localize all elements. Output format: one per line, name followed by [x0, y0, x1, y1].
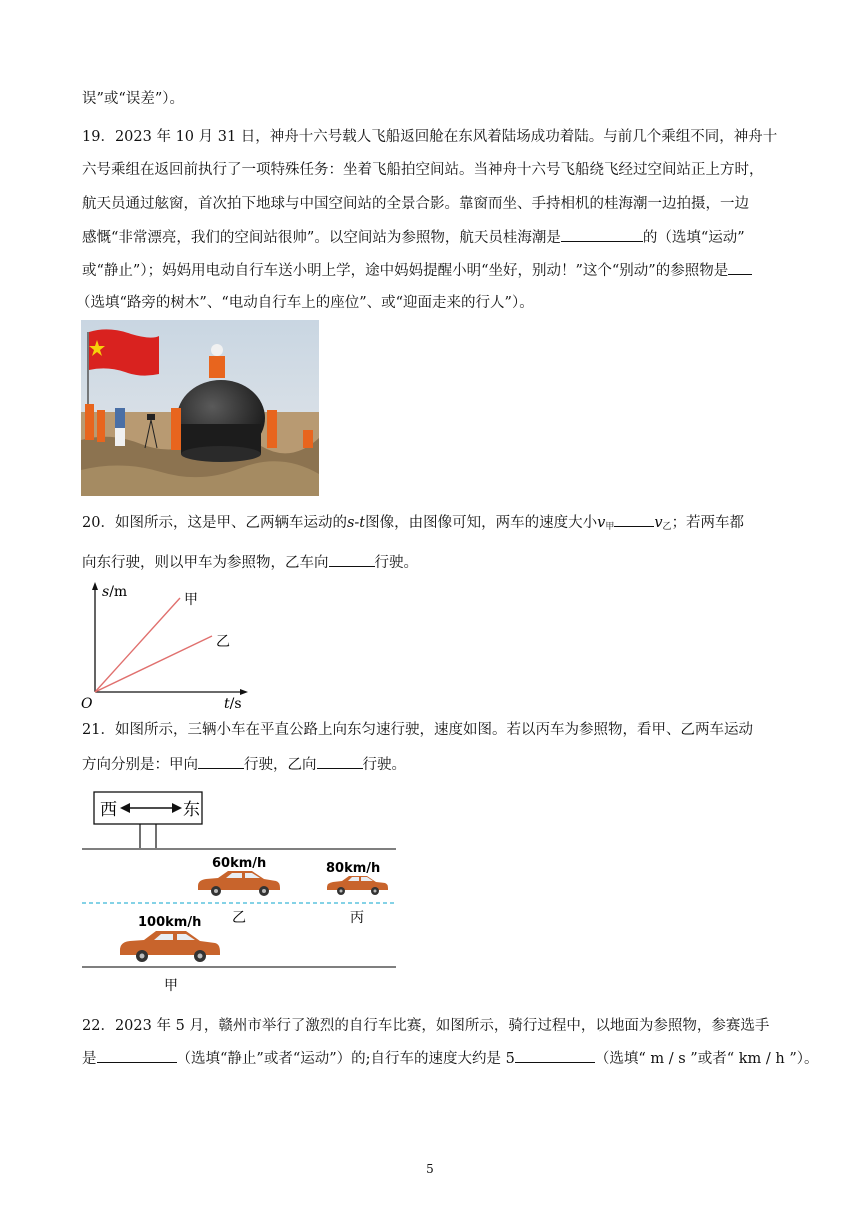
- q20-text-d: 向东行驶，则以甲车为参照物，乙车向: [82, 555, 329, 571]
- q19-answer-blank-1[interactable]: [561, 227, 643, 242]
- q21-text-b: 行驶，乙向: [244, 757, 317, 773]
- q22-text-b: （选填“静止”或者“运动”）的;自行车的速度大约是 5: [176, 1051, 515, 1067]
- q21-line2: [82, 754, 406, 775]
- q20-st-symbol: s-t: [346, 515, 366, 531]
- east-label: 东: [183, 800, 200, 820]
- q22-answer-blank-1[interactable]: [97, 1048, 177, 1063]
- s-axis-label: s/m: [102, 584, 128, 600]
- car-jia-speed: 100km/h: [138, 915, 202, 930]
- line-yi: [95, 636, 212, 692]
- q21-answer-blank-1[interactable]: [198, 754, 244, 769]
- line-jia: [95, 598, 180, 692]
- car-bing-label: 丙: [350, 910, 364, 926]
- page-number: 5: [426, 1162, 434, 1176]
- q19-line5: [82, 260, 752, 281]
- q20-text-e: 行驶。: [374, 555, 418, 571]
- q19-line1: 19．2023 年 10 月 31 日，神舟十六号载人飞船返回舱在东风着陆场成功着陆。与前几个乘组不同，神舟十: [82, 129, 778, 145]
- car-yi-speed: 60km/h: [212, 856, 267, 871]
- q20-answer-blank-2[interactable]: [329, 552, 375, 567]
- capsule-landing-photo: [81, 320, 319, 496]
- st-graph: [76, 576, 256, 712]
- car-yi: [198, 871, 280, 896]
- q19-line6: （选填“路旁的树木”、“电动自行车上的座位”、或“迎面走来的行人”）。: [76, 295, 534, 311]
- q19-line2: 六号乘组在返回前执行了一项特殊任务：坐着飞船拍空间站。当神舟十六号飞船绕飞经过空间站正上方时，: [82, 162, 764, 178]
- q20-v-jia: v: [597, 515, 606, 531]
- q19-line4-text-a: 感慨“非常漂亮，我们的空间站很帅”。以空间站为参照物，航天员桂海潮是: [82, 230, 561, 246]
- q21-answer-blank-2[interactable]: [317, 754, 363, 769]
- q20-text-a: 20．如图所示，这是甲、乙两辆车运动的: [82, 515, 347, 531]
- q20-text-b: 图像，由图像可知，两车的速度大小: [365, 515, 598, 531]
- q21-line1: 21．如图所示，三辆小车在平直公路上向东匀速行驶，速度如图。若以丙车为参照物，看甲、乙两车运动: [82, 722, 753, 738]
- car-yi-label: 乙: [232, 910, 246, 926]
- q22-answer-blank-2[interactable]: [515, 1048, 595, 1063]
- q20-sub-yi: 乙: [662, 522, 672, 532]
- q19-line4: [82, 227, 745, 248]
- car-bing: [327, 876, 388, 895]
- s-axis-arrow: [92, 582, 98, 590]
- q20-line1: [82, 512, 744, 537]
- q21-text-a: 方向分别是：甲向: [82, 757, 198, 773]
- t-axis-label: t/s: [224, 696, 242, 712]
- car-jia-label: 甲: [164, 978, 178, 994]
- q19-answer-blank-2[interactable]: [728, 260, 752, 275]
- q22-text-c: （选填“ m / s ”或者“ km / h ”）。: [594, 1051, 819, 1067]
- q20-v-yi: v: [654, 515, 663, 531]
- q20-answer-blank-1[interactable]: [614, 512, 654, 527]
- road-diagram: [80, 790, 402, 1002]
- q20-line2: [82, 552, 418, 573]
- q19-line4-text-b: 的（选填“运动”: [642, 230, 745, 246]
- line-jia-label: 甲: [184, 592, 198, 608]
- q20-text-c: ；若两车都: [671, 515, 745, 531]
- q18-tail: 误”或“误差”）。: [82, 91, 184, 107]
- car-jia: [120, 931, 220, 962]
- q22-line1: 22．2023 年 5 月，赣州市举行了激烈的自行车比赛，如图所示，骑行过程中，以地面为参照物，参赛选手: [82, 1018, 770, 1034]
- line-yi-label: 乙: [216, 634, 230, 650]
- origin-label: O: [81, 696, 93, 712]
- q21-text-c: 行驶。: [362, 757, 406, 773]
- q19-line5-text: 或“静止”）；妈妈用电动自行车送小明上学，途中妈妈提醒小明“坐好，别动！”这个“别动”的参照物是: [82, 263, 729, 279]
- t-axis-arrow: [240, 689, 248, 695]
- q19-line3: 航天员通过舷窗，首次拍下地球与中国空间站的全景合影。靠窗而坐、手持相机的桂海潮一边拍摄，一边: [82, 196, 749, 212]
- west-label: 西: [100, 800, 117, 820]
- q22-text-a: 是: [82, 1051, 97, 1067]
- car-bing-speed: 80km/h: [326, 861, 381, 876]
- q20-sub-jia: 甲: [605, 522, 615, 532]
- q22-line2: [82, 1048, 819, 1069]
